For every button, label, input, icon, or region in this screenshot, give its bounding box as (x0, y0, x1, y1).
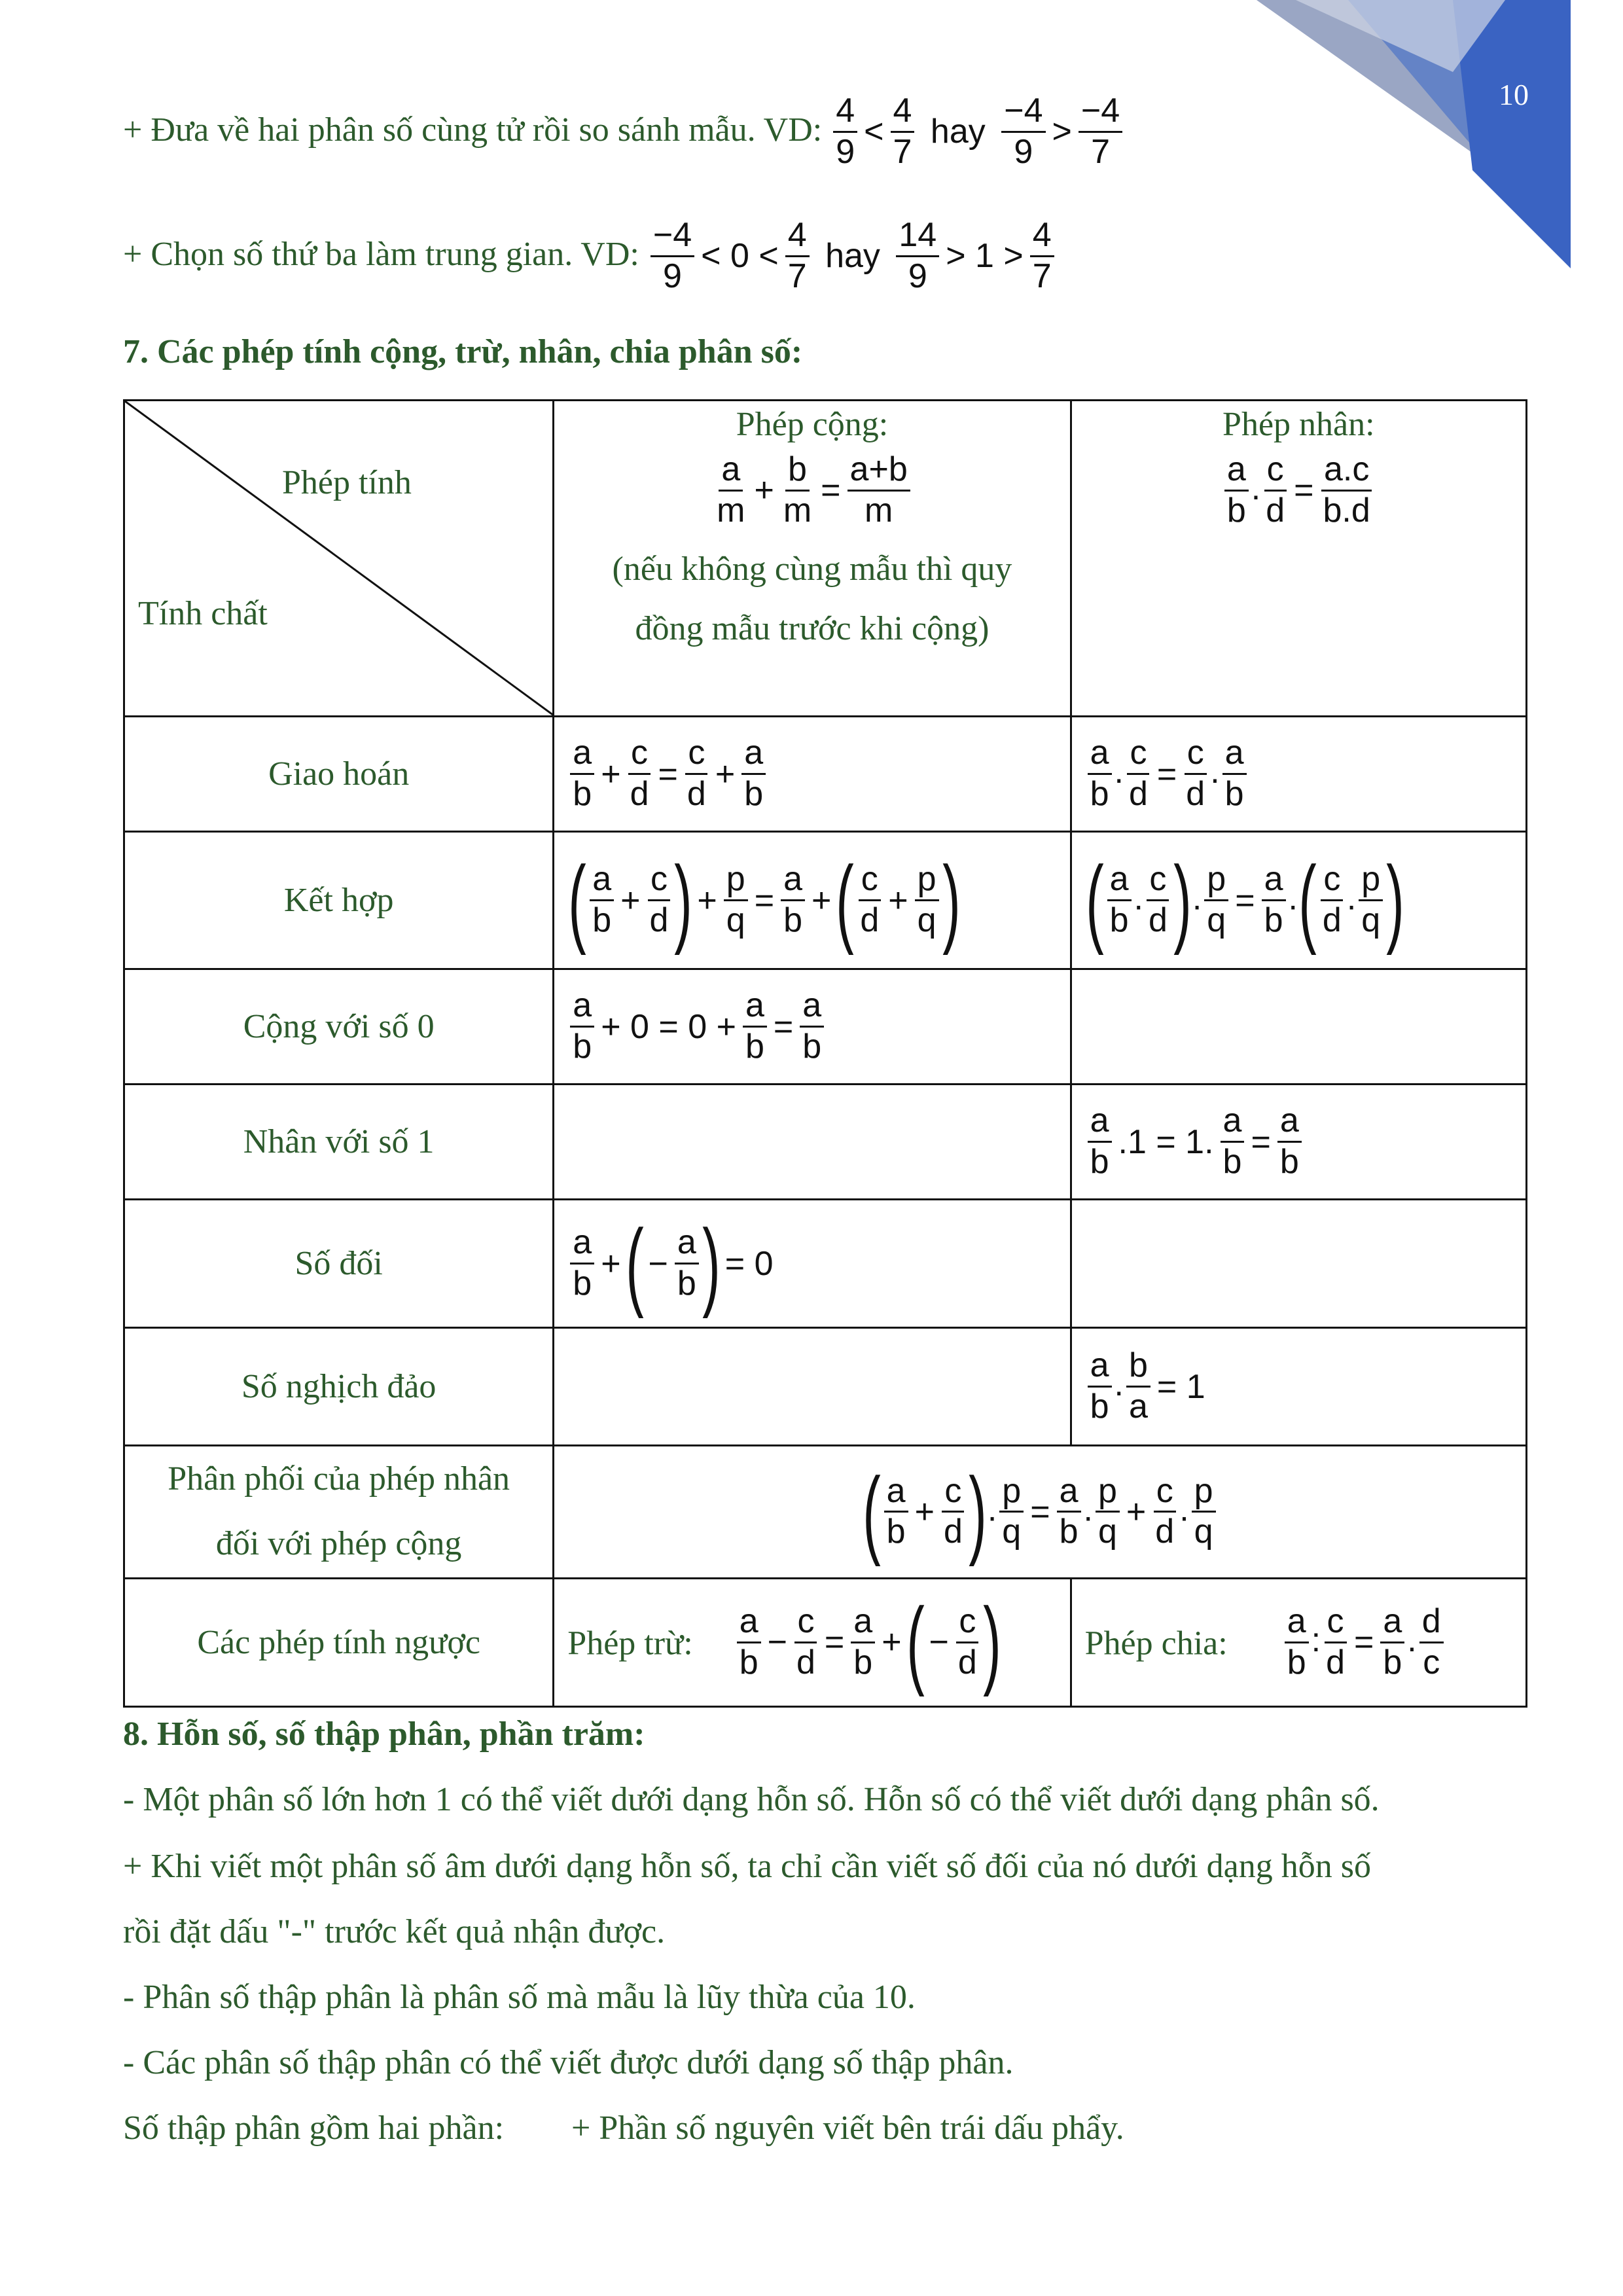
compare-line-1-text: + Đưa về hai phân số cùng tử rồi so sánh mẫu. VD: (123, 111, 823, 149)
empty-cell (1071, 969, 1526, 1085)
section-8-line-1: - Một phân số lớn hơn 1 có thể viết dưới dạng hỗn số. Hỗn số có thể viết dưới dạng phân số. (123, 1781, 1380, 1818)
associative-mul: ( $\frac{a}{b}$ . $\frac{c}{d}$ ). $\frac{p}{q}$ = $\frac{a}{b}$ .( $\frac{c}{d}$ . $\frac{p}{q}$ ) (1071, 832, 1526, 969)
header-mul: Phép nhân: (1222, 406, 1375, 443)
row-label-ket-hop: Kết hợp (124, 832, 554, 969)
reciprocal: $\frac{a}{b}$ . $\frac{b}{a}$ = 1 (1071, 1328, 1526, 1446)
division-cell (1071, 1578, 1526, 1706)
row-label-cong-voi-0: Cộng với số 0 (124, 969, 554, 1085)
hay-word: hay (825, 237, 880, 276)
subtraction-cell (554, 1578, 1071, 1706)
subtraction-formula: $\frac{a}{b}$ − $\frac{c}{d}$ = $\frac{a}{b}$ +( − $\frac{c}{d}$ ) (734, 1621, 1002, 1659)
opposite: $\frac{a}{b}$ +( − $\frac{a}{b}$ ) = 0 (554, 1200, 1071, 1328)
section-8-line-5: - Các phân số thập phân có thể viết được dưới dạng số thập phân. (123, 2044, 1014, 2081)
row-label-phan-phoi (124, 1446, 554, 1579)
header-add-cell (554, 401, 1071, 717)
div-label: Phép chia: (1084, 1624, 1228, 1662)
distrib-label-2: đối với phép cộng (215, 1524, 462, 1562)
last-line-right: + Phần số nguyên viết bên trái dấu phẩy. (571, 2109, 1124, 2147)
empty-cell (1071, 1200, 1526, 1328)
section-8-line-4: - Phân số thập phân là phân số mà mẫu là lũy thừa của 10. (123, 1979, 916, 2016)
commutative-add: $\frac{a}{b}$ + $\frac{c}{d}$ = $\frac{c}{d}$ + $\frac{a}{b}$ (554, 717, 1071, 832)
section-8-title: 8. Hỗn số, số thập phân, phần trăm: (123, 1715, 645, 1753)
mul-one: $\frac{a}{b}$ .1 = 1. $\frac{a}{b}$ = $\frac{a}{b}$ (1071, 1085, 1526, 1200)
header-diagonal-cell (124, 401, 554, 717)
section-8-line-3: rồi đặt dấu "-" trước kết quả nhận được. (123, 1913, 666, 1950)
header-add: Phép cộng: (736, 406, 889, 443)
add-zero: $\frac{a}{b}$ + 0 = 0 + $\frac{a}{b}$ = $\frac{a}{b}$ (554, 969, 1071, 1085)
page-number: 10 (1499, 78, 1529, 111)
corner-decoration (1257, 0, 1623, 275)
mul-formula: $\frac{a}{b}$ . $\frac{c}{d}$ = $\frac{a.c}{b.d}$ (1073, 450, 1525, 531)
associative-add: ( $\frac{a}{b}$ + $\frac{c}{d}$ ) + $\frac{p}{q}$ = $\frac{a}{b}$ +( $\frac{c}{d}$ + $\frac{p}{q}$ ) (554, 832, 1071, 969)
diagonal-line (125, 401, 554, 715)
last-line-left: Số thập phân gồm hai phần: (123, 2109, 505, 2147)
compare-line-2-math: $\frac{-4}{9}$ < 0 < $\frac{4}{7}$ hay $\frac{14}{9}$ > 1 > $\frac{4}{7}$ (648, 235, 1057, 273)
compare-line-1 (123, 92, 1125, 172)
row-label-nguoc: Các phép tính ngược (124, 1578, 554, 1706)
add-note-1: (nếu không cùng mẫu thì quy (612, 550, 1012, 588)
compare-line-1-math: $\frac{4}{9}$ < $\frac{4}{7}$ hay $\frac{-4}{9}$ > $\frac{-4}{7}$ (830, 111, 1125, 149)
empty-cell (554, 1328, 1071, 1446)
row-label-nhan-voi-1: Nhân với số 1 (124, 1085, 554, 1200)
compare-line-2-text: + Chọn số thứ ba làm trung gian. VD: (123, 236, 639, 274)
row-label-so-nghich-dao: Số nghịch đảo (124, 1328, 554, 1446)
distributive: ( $\frac{a}{b}$ + $\frac{c}{d}$ ). $\frac{p}{q}$ = $\frac{a}{b}$ . $\frac{p}{q}$ + $\frac{c}{d}$ . $\frac{p}{q}$ (554, 1446, 1527, 1579)
row-label-so-doi: Số đối (124, 1200, 554, 1328)
sub-label: Phép trừ: (567, 1624, 693, 1662)
row-label-giao-hoan: Giao hoán (124, 717, 554, 832)
hay-word: hay (930, 113, 986, 151)
division-formula: $\frac{a}{b}$ : $\frac{c}{d}$ = $\frac{a}{b}$ . $\frac{d}{c}$ (1282, 1621, 1446, 1659)
fraction-operations-table (123, 399, 1527, 1708)
compare-line-2 (123, 216, 1057, 296)
section-8-line-6 (123, 2109, 1124, 2147)
add-note-2: đồng mẫu trước khi cộng) (635, 610, 990, 648)
empty-cell (554, 1085, 1071, 1200)
header-tinh-chat: Tính chất (138, 595, 268, 632)
section-7-title: 7. Các phép tính cộng, trừ, nhân, chia phân số: (123, 333, 803, 370)
section-8-line-2: + Khi viết một phân số âm dưới dạng hỗn số, ta chỉ cần viết số đối của nó dưới dạng hỗn số (123, 1848, 1371, 1885)
commutative-mul: $\frac{a}{b}$ . $\frac{c}{d}$ = $\frac{c}{d}$ . $\frac{a}{b}$ (1071, 717, 1526, 832)
add-formula: $\frac{a}{m}$ + $\frac{b}{m}$ = $\frac{a+b}{m}$ (555, 450, 1069, 531)
header-mul-cell (1071, 401, 1526, 717)
header-phep-tinh: Phép tính (282, 464, 412, 501)
distrib-label-1: Phân phối của phép nhân (168, 1460, 510, 1498)
